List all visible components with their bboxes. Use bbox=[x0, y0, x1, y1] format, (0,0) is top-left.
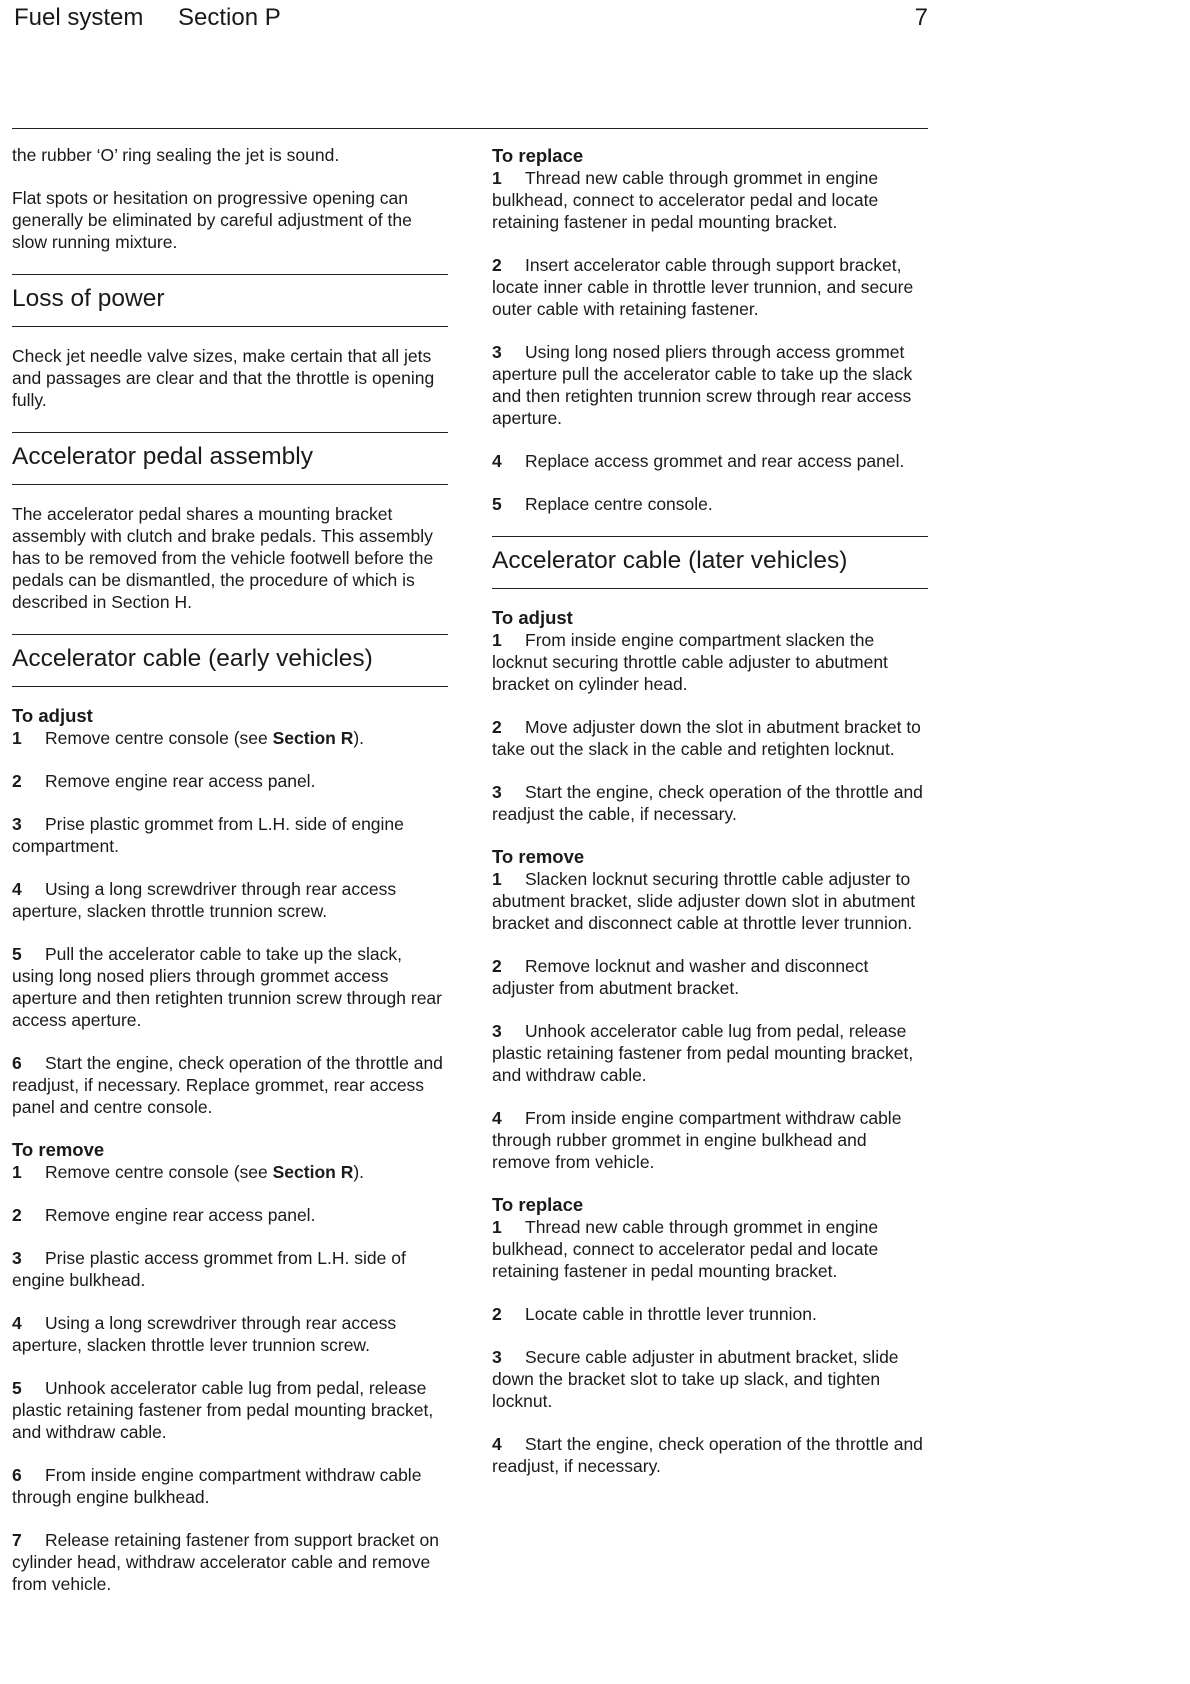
early-adjust-heading: To adjust bbox=[12, 705, 93, 726]
procedure-step bbox=[12, 878, 448, 922]
procedure-step bbox=[492, 868, 928, 934]
early-remove-steps bbox=[12, 1161, 448, 1595]
step-number: 3 bbox=[492, 782, 502, 802]
step-number: 1 bbox=[492, 1217, 502, 1237]
step-number: 2 bbox=[12, 771, 22, 791]
step-number: 1 bbox=[12, 1162, 22, 1182]
procedure-step bbox=[492, 781, 928, 825]
procedure-step bbox=[492, 167, 928, 233]
procedure-step bbox=[12, 770, 448, 792]
procedure-step bbox=[12, 727, 448, 749]
step-number: 3 bbox=[492, 1021, 502, 1041]
step-text: Insert accelerator cable through support bracket, locate inner cable in throttle lever trunnion, and secure outer cable with retaining fastener. bbox=[492, 255, 914, 319]
step-text: Remove centre console (see bbox=[45, 728, 273, 748]
step-number: 6 bbox=[12, 1465, 22, 1485]
step-text: Remove engine rear access panel. bbox=[45, 771, 316, 791]
early-cable-heading-block bbox=[12, 634, 448, 687]
step-number: 4 bbox=[492, 1108, 502, 1128]
loss-of-power-body: Check jet needle valve sizes, make certain that all jets and passages are clear and that the throttle is opening fully. bbox=[12, 346, 435, 410]
step-text: Thread new cable through grommet in engine bulkhead, connect to accelerator pedal and locate retaining fastener in pedal mounting bracket. bbox=[492, 168, 879, 232]
procedure-step bbox=[492, 1020, 928, 1086]
step-text: Release retaining fastener from support bracket on cylinder head, withdraw accelerator cable and remove from vehicle. bbox=[12, 1530, 439, 1594]
step-text: Start the engine, check operation of the throttle and readjust, if necessary. Replace grommet, rear access panel and centre console. bbox=[12, 1053, 443, 1117]
step-number: 4 bbox=[12, 1313, 22, 1333]
step-text: Start the engine, check operation of the throttle and readjust, if necessary. bbox=[492, 1434, 923, 1476]
step-text: Unhook accelerator cable lug from pedal, release plastic retaining fastener from pedal mounting bracket, and withdraw cable. bbox=[12, 1378, 434, 1442]
step-number: 7 bbox=[12, 1530, 22, 1550]
step-number: 4 bbox=[12, 879, 22, 899]
procedure-step bbox=[492, 493, 928, 515]
pedal-assembly-heading-block bbox=[12, 432, 448, 485]
step-number: 5 bbox=[12, 944, 22, 964]
step-text: Replace centre console. bbox=[525, 494, 713, 514]
step-number: 2 bbox=[492, 956, 502, 976]
pedal-assembly-body: The accelerator pedal shares a mounting bracket assembly with clutch and brake pedals. This assembly has to be removed from the vehicle footwell before the pedals can be dismantled, the procedure of which is described in Section H. bbox=[12, 504, 434, 612]
step-text: Prise plastic access grommet from L.H. side of engine bulkhead. bbox=[12, 1248, 406, 1290]
procedure-step bbox=[492, 1107, 928, 1173]
procedure-step bbox=[12, 943, 448, 1031]
later-replace-heading: To replace bbox=[492, 1194, 584, 1215]
step-text: Start the engine, check operation of the throttle and readjust the cable, if necessary. bbox=[492, 782, 923, 824]
step-text-tail: ). bbox=[353, 728, 365, 748]
procedure-step bbox=[12, 1312, 448, 1356]
step-number: 1 bbox=[492, 630, 502, 650]
step-text: Thread new cable through grommet in engine bulkhead, connect to accelerator pedal and locate retaining fastener in pedal mounting bracket. bbox=[492, 1217, 879, 1281]
left-column bbox=[12, 128, 448, 1616]
procedure-step bbox=[492, 1346, 928, 1412]
later-adjust-heading: To adjust bbox=[492, 607, 573, 628]
intro-paragraph-1: the rubber ‘O’ ring sealing the jet is sound. bbox=[12, 145, 340, 165]
early-replace-steps bbox=[492, 167, 928, 515]
step-number: 4 bbox=[492, 451, 502, 471]
section-reference: Section R bbox=[272, 728, 354, 748]
step-text: Slacken locknut securing throttle cable adjuster to abutment bracket, slide adjuster down slot in abutment bracket and disconnect cable at throttle lever trunnion. bbox=[492, 869, 916, 933]
early-cable-heading: Accelerator cable (early vehicles) bbox=[12, 645, 373, 672]
pedal-assembly-heading: Accelerator pedal assembly bbox=[12, 443, 313, 470]
later-replace-steps bbox=[492, 1216, 928, 1477]
procedure-step bbox=[492, 450, 928, 472]
page-number: 7 bbox=[914, 4, 928, 31]
step-number: 5 bbox=[12, 1378, 22, 1398]
step-text: Remove centre console (see bbox=[45, 1162, 273, 1182]
later-remove-heading: To remove bbox=[492, 846, 585, 867]
step-number: 6 bbox=[12, 1053, 22, 1073]
step-text: Remove locknut and washer and disconnect adjuster from abutment bracket. bbox=[492, 956, 869, 998]
procedure-step bbox=[12, 1052, 448, 1118]
procedure-step bbox=[12, 1464, 448, 1508]
procedure-step bbox=[492, 716, 928, 760]
step-text: Unhook accelerator cable lug from pedal, release plastic retaining fastener from pedal mounting bracket, and withdraw cable. bbox=[492, 1021, 914, 1085]
step-text: From inside engine compartment withdraw cable through engine bulkhead. bbox=[12, 1465, 422, 1507]
early-remove-heading: To remove bbox=[12, 1139, 105, 1160]
step-text: Prise plastic grommet from L.H. side of engine compartment. bbox=[12, 814, 404, 856]
step-text: Move adjuster down the slot in abutment bracket to take out the slack in the cable and retighten locknut. bbox=[492, 717, 921, 759]
step-text: Using a long screwdriver through rear access aperture, slacken throttle trunnion screw. bbox=[12, 879, 397, 921]
intro-paragraph-2: Flat spots or hesitation on progressive opening can generally be eliminated by careful adjustment of the slow running mixture. bbox=[12, 188, 412, 252]
chapter-title: Fuel system bbox=[14, 4, 144, 31]
procedure-step bbox=[12, 1161, 448, 1183]
running-head bbox=[14, 4, 928, 40]
procedure-step bbox=[492, 1303, 928, 1325]
procedure-step bbox=[492, 254, 928, 320]
step-number: 3 bbox=[492, 1347, 502, 1367]
step-text: Replace access grommet and rear access panel. bbox=[525, 451, 905, 471]
later-cable-heading: Accelerator cable (later vehicles) bbox=[492, 547, 848, 574]
later-adjust-steps bbox=[492, 629, 928, 825]
step-number: 2 bbox=[12, 1205, 22, 1225]
step-number: 1 bbox=[492, 168, 502, 188]
step-number: 5 bbox=[492, 494, 502, 514]
procedure-step bbox=[492, 1433, 928, 1477]
step-text: Secure cable adjuster in abutment bracket, slide down the bracket slot to take up slack, and tighten locknut. bbox=[492, 1347, 899, 1411]
step-number: 1 bbox=[492, 869, 502, 889]
later-remove-steps bbox=[492, 868, 928, 1173]
step-number: 3 bbox=[492, 342, 502, 362]
loss-of-power-heading: Loss of power bbox=[12, 285, 165, 312]
procedure-step bbox=[492, 341, 928, 429]
procedure-step bbox=[492, 1216, 928, 1282]
procedure-step bbox=[492, 629, 928, 695]
step-number: 4 bbox=[492, 1434, 502, 1454]
procedure-step bbox=[12, 1247, 448, 1291]
step-number: 2 bbox=[492, 1304, 502, 1324]
step-text: Locate cable in throttle lever trunnion. bbox=[525, 1304, 817, 1324]
step-number: 3 bbox=[12, 814, 22, 834]
procedure-step bbox=[492, 955, 928, 999]
step-number: 3 bbox=[12, 1248, 22, 1268]
procedure-step bbox=[12, 1377, 448, 1443]
early-replace-heading: To replace bbox=[492, 145, 584, 166]
loss-of-power-heading-block bbox=[12, 274, 448, 327]
procedure-step bbox=[12, 813, 448, 857]
later-cable-heading-block bbox=[492, 536, 928, 589]
section-reference: Section R bbox=[272, 1162, 354, 1182]
right-column bbox=[492, 128, 928, 1498]
step-text: Pull the accelerator cable to take up the slack, using long nosed pliers through grommet access aperture and then retighten trunnion screw through rear access aperture. bbox=[12, 944, 442, 1030]
step-text: Using long nosed pliers through access grommet aperture pull the accelerator cable to take up the slack and then retighten trunnion screw through rear access aperture. bbox=[492, 342, 913, 428]
early-adjust-steps bbox=[12, 727, 448, 1118]
step-text: Remove engine rear access panel. bbox=[45, 1205, 316, 1225]
procedure-step bbox=[12, 1529, 448, 1595]
section-label: Section P bbox=[178, 4, 281, 31]
step-number: 1 bbox=[12, 728, 22, 748]
procedure-step bbox=[12, 1204, 448, 1226]
step-number: 2 bbox=[492, 255, 502, 275]
step-text: From inside engine compartment slacken the locknut securing throttle cable adjuster to abutment bracket on cylinder head. bbox=[492, 630, 888, 694]
step-text-tail: ). bbox=[353, 1162, 365, 1182]
step-text: Using a long screwdriver through rear access aperture, slacken throttle lever trunnion screw. bbox=[12, 1313, 397, 1355]
step-number: 2 bbox=[492, 717, 502, 737]
step-text: From inside engine compartment withdraw cable through rubber grommet in engine bulkhead and remove from vehicle. bbox=[492, 1108, 902, 1172]
